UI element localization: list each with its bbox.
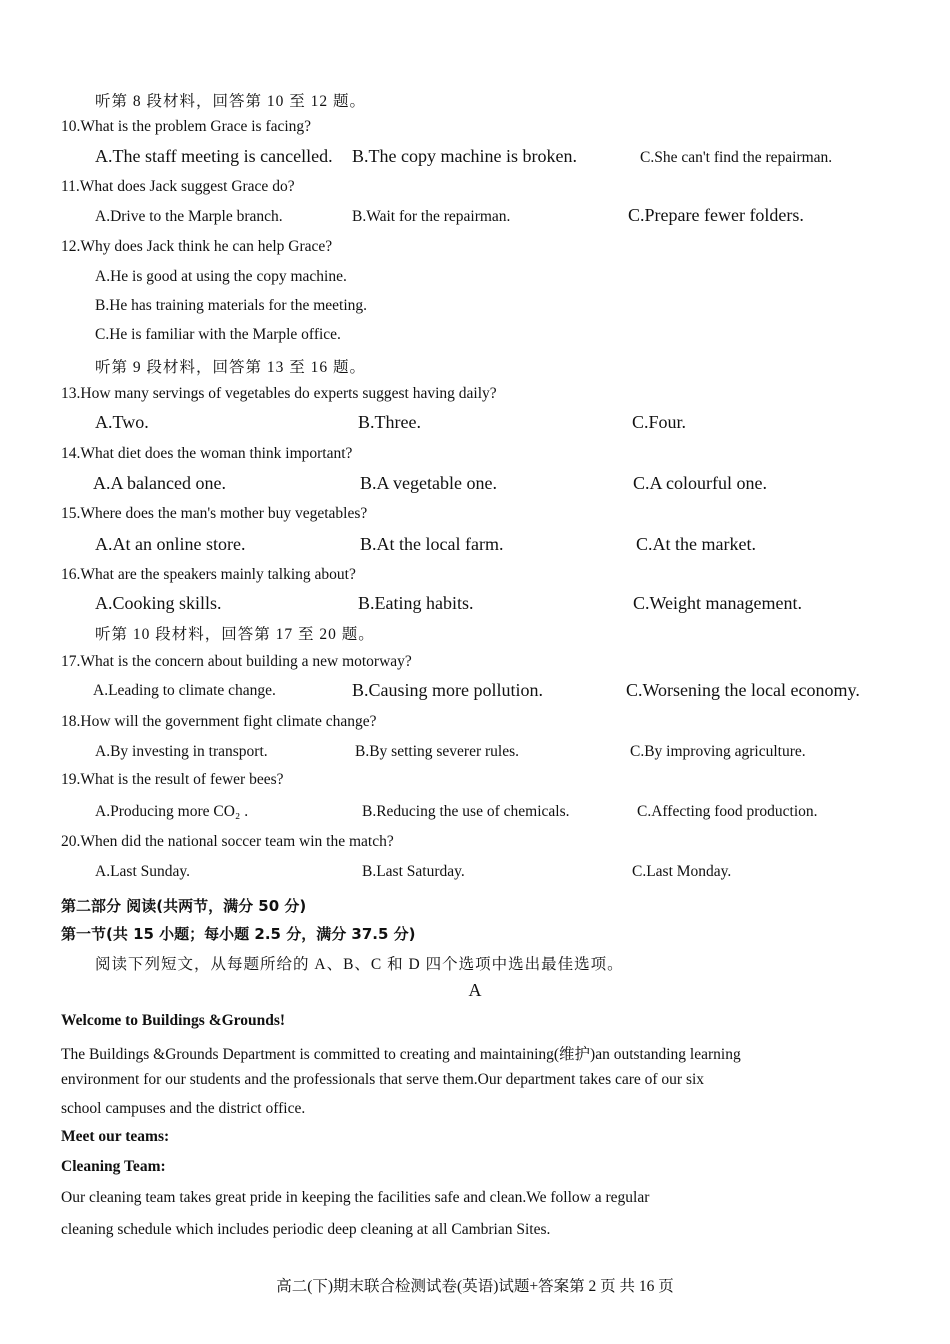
question-17-option-c: C.Worsening the local economy. bbox=[626, 680, 860, 700]
question-11-option-a: A.Drive to the Marple branch. bbox=[95, 208, 283, 225]
question-17-stem: 17.What is the concern about building a new motorway? bbox=[61, 653, 412, 670]
question-12-option-a: A.He is good at using the copy machine. bbox=[95, 268, 347, 285]
reading-instruction: 阅读下列短文，从每题所给的 A、B、C 和 D 四个选项中选出最佳选项。 bbox=[95, 956, 624, 973]
question-12-stem: 12.Why does Jack think he can help Grace? bbox=[61, 238, 333, 255]
question-10-option-c: C.She can't find the repairman. bbox=[640, 149, 833, 166]
question-16-stem: 16.What are the speakers mainly talking about? bbox=[61, 566, 356, 583]
question-15-option-a: A.At an online store. bbox=[95, 534, 246, 554]
passage-paragraph-1-line-3: school campuses and the district office. bbox=[61, 1100, 306, 1117]
passage-paragraph-1-line-1: The Buildings &Grounds Department is committed to creating and maintaining(维护)an outstanding learning bbox=[61, 1046, 741, 1063]
question-13-option-c: C.Four. bbox=[632, 412, 687, 432]
cleaning-team-heading: Cleaning Team: bbox=[61, 1158, 166, 1175]
question-12-option-b: B.He has training materials for the meeting. bbox=[95, 297, 368, 314]
question-17-option-b: B.Causing more pollution. bbox=[352, 680, 543, 700]
question-14-stem: 14.What diet does the woman think important? bbox=[61, 445, 353, 462]
question-10-option-a: A.The staff meeting is cancelled. bbox=[95, 146, 333, 166]
question-20-option-b: B.Last Saturday. bbox=[362, 863, 465, 880]
question-18-option-a: A.By investing in transport. bbox=[95, 743, 268, 760]
question-10-stem: 10.What is the problem Grace is facing? bbox=[61, 118, 312, 135]
question-15-option-c: C.At the market. bbox=[636, 534, 756, 554]
question-14-option-a: A.A balanced one. bbox=[93, 473, 226, 493]
section-1-heading: 第一节(共 15 小题；每小题 2.5 分，满分 37.5 分) bbox=[61, 925, 416, 943]
question-19-option-c: C.Affecting food production. bbox=[637, 803, 818, 820]
question-13-option-a: A.Two. bbox=[95, 412, 149, 432]
question-15-option-b: B.At the local farm. bbox=[360, 534, 504, 554]
question-12-option-c: C.He is familiar with the Marple office. bbox=[95, 326, 341, 343]
question-14-option-b: B.A vegetable one. bbox=[360, 473, 497, 493]
section-instruction-8: 听第 8 段材料，回答第 10 至 12 题。 bbox=[95, 93, 367, 110]
passage-label: A bbox=[468, 980, 482, 1000]
cleaning-team-line-1: Our cleaning team takes great pride in keeping the facilities safe and clean.We follow a regular bbox=[61, 1189, 650, 1206]
question-11-stem: 11.What does Jack suggest Grace do? bbox=[61, 178, 295, 195]
question-17-option-a: A.Leading to climate change. bbox=[93, 682, 276, 699]
section-instruction-10: 听第 10 段材料，回答第 17 至 20 题。 bbox=[95, 626, 375, 643]
question-18-option-c: C.By improving agriculture. bbox=[630, 743, 806, 760]
question-13-option-b: B.Three. bbox=[358, 412, 421, 432]
cleaning-team-line-2: cleaning schedule which includes periodic deep cleaning at all Cambrian Sites. bbox=[61, 1221, 551, 1238]
section-instruction-9: 听第 9 段材料，回答第 13 至 16 题。 bbox=[95, 359, 367, 376]
question-20-stem: 20.When did the national soccer team win the match? bbox=[61, 833, 394, 850]
question-18-stem: 18.How will the government fight climate change? bbox=[61, 713, 377, 730]
question-19-option-a: A.Producing more CO₂ . bbox=[95, 803, 249, 820]
question-11-option-b: B.Wait for the repairman. bbox=[352, 208, 511, 225]
question-16-option-c: C.Weight management. bbox=[633, 593, 803, 613]
page-footer: 高二(下)期末联合检测试卷(英语)试题+答案第 2 页 共 16 页 bbox=[276, 1278, 674, 1295]
question-10-option-b: B.The copy machine is broken. bbox=[352, 146, 577, 166]
part-2-heading: 第二部分 阅读(共两节，满分 50 分) bbox=[61, 897, 307, 915]
question-20-option-a: A.Last Sunday. bbox=[95, 863, 190, 880]
question-11-option-c: C.Prepare fewer folders. bbox=[628, 205, 804, 225]
question-16-option-b: B.Eating habits. bbox=[358, 593, 474, 613]
question-19-option-b: B.Reducing the use of chemicals. bbox=[362, 803, 570, 820]
passage-paragraph-1-line-2: environment for our students and the professionals that serve them.Our department takes care of our six bbox=[61, 1071, 705, 1088]
question-18-option-b: B.By setting severer rules. bbox=[355, 743, 520, 760]
question-20-option-c: C.Last Monday. bbox=[632, 863, 732, 880]
passage-title: Welcome to Buildings &Grounds! bbox=[61, 1012, 286, 1029]
question-19-stem: 19.What is the result of fewer bees? bbox=[61, 771, 284, 788]
question-13-stem: 13.How many servings of vegetables do experts suggest having daily? bbox=[61, 385, 497, 402]
question-15-stem: 15.Where does the man's mother buy vegetables? bbox=[61, 505, 368, 522]
question-16-option-a: A.Cooking skills. bbox=[95, 593, 222, 613]
meet-teams-heading: Meet our teams: bbox=[61, 1128, 170, 1145]
question-14-option-c: C.A colourful one. bbox=[633, 473, 767, 493]
